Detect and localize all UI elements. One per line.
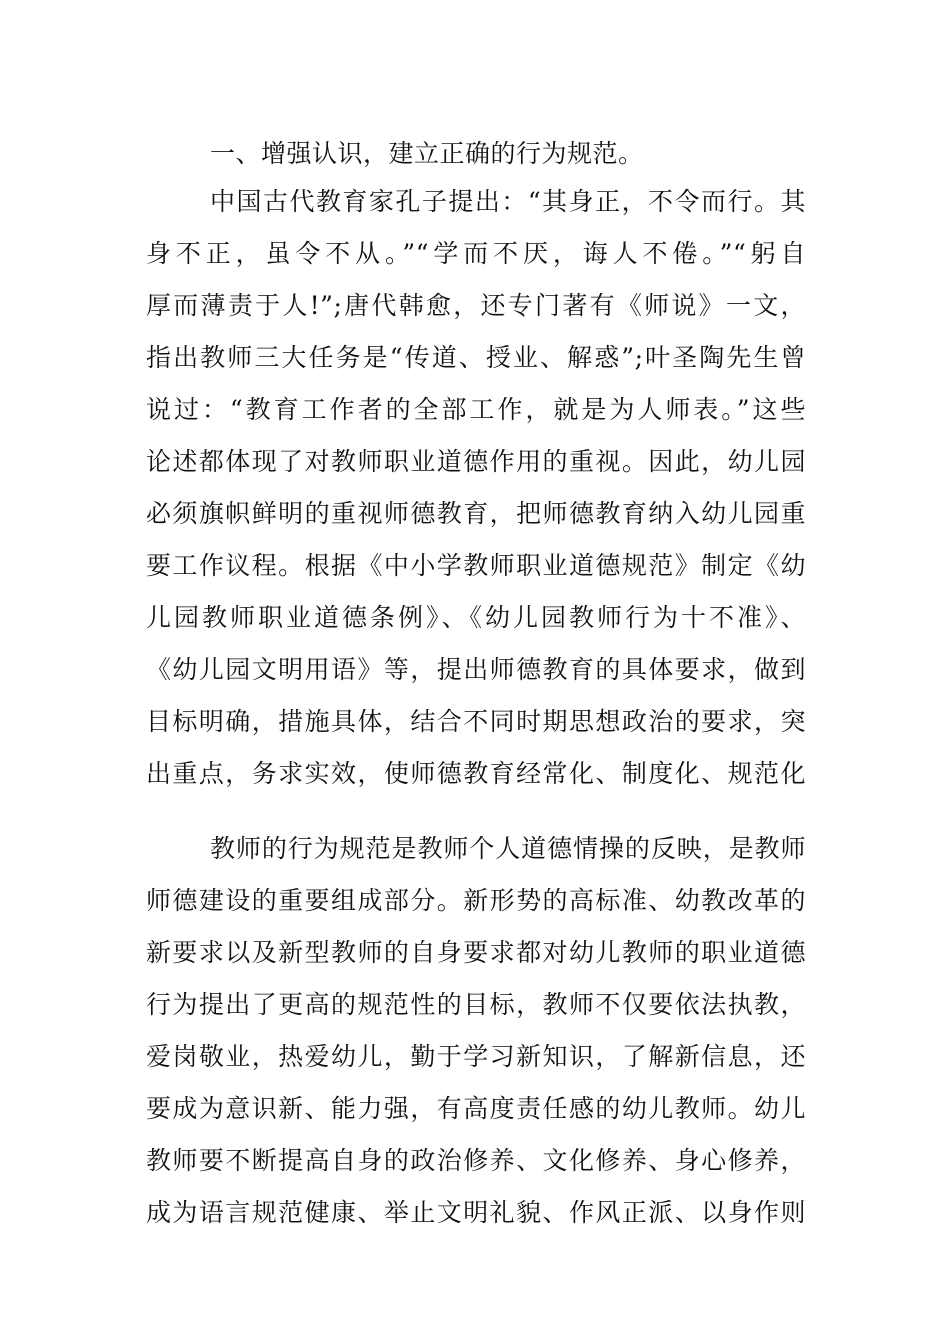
text-line: 《幼儿园文明用语》等，提出师德教育的具体要求，做到 bbox=[146, 655, 806, 684]
text-line: 行为提出了更高的规范性的目标，教师不仅要依法执教， bbox=[146, 990, 806, 1019]
text-line: 成为语言规范健康、举止文明礼貌、作风正派、以身作则 bbox=[146, 1198, 806, 1227]
text-line: 要工作议程。根据《中小学教师职业道德规范》制定《幼 bbox=[146, 551, 806, 580]
text-line: 必须旗帜鲜明的重视师德教育，把师德教育纳入幼儿园重 bbox=[146, 499, 806, 528]
text-line: 中国古代教育家孔子提出：“其身正，不令而行。其 bbox=[210, 187, 806, 216]
text-line: 教师要不断提高自身的政治修养、文化修养、身心修养， bbox=[146, 1146, 806, 1175]
paragraph-1 bbox=[146, 176, 806, 800]
text-line: 目标明确，措施具体，结合不同时期思想政治的要求，突 bbox=[146, 707, 806, 736]
text-line: 厚而薄责于人!”;唐代韩愈，还专门著有《师说》一文， bbox=[146, 291, 806, 320]
text-line: 论述都体现了对教师职业道德作用的重视。因此，幼儿园 bbox=[146, 447, 806, 476]
text-line: 身不正，虽令不从。”“学而不厌，诲人不倦。”“躬自 bbox=[146, 239, 806, 268]
text-line: 新要求以及新型教师的自身要求都对幼儿教师的职业道德 bbox=[146, 938, 806, 967]
text-line: 儿园教师职业道德条例》、《幼儿园教师行为十不准》、 bbox=[146, 603, 806, 632]
text-line: 说过：“教育工作者的全部工作，就是为人师表。”这些 bbox=[146, 395, 806, 424]
text-line: 要成为意识新、能力强，有高度责任感的幼儿教师。幼儿 bbox=[146, 1094, 806, 1123]
text-line: 爱岗敬业，热爱幼儿，勤于学习新知识，了解新信息，还 bbox=[146, 1042, 806, 1071]
text-line: 出重点，务求实效，使师德教育经常化、制度化、规范化 bbox=[146, 759, 806, 788]
section-heading-block bbox=[146, 128, 806, 180]
text-line: 指出教师三大任务是“传道、授业、解惑”;叶圣陶先生曾 bbox=[146, 343, 806, 372]
paragraph-2 bbox=[146, 823, 806, 1239]
section-heading: 一、增强认识，建立正确的行为规范。 bbox=[210, 139, 644, 168]
text-line: 教师的行为规范是教师个人道德情操的反映，是教师 bbox=[210, 834, 806, 863]
text-line: 师德建设的重要组成部分。新形势的高标准、幼教改革的 bbox=[146, 886, 806, 915]
